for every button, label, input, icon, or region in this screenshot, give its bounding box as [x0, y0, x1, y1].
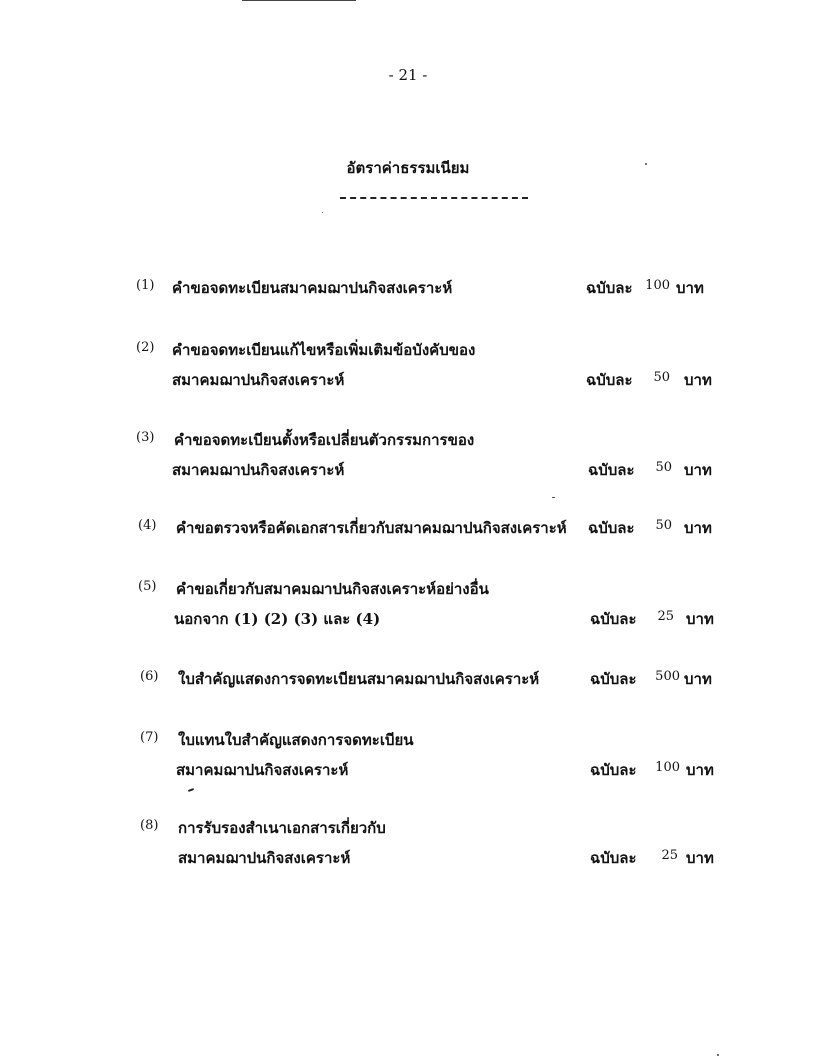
- item-description: ใบแทนใบสำคัญแสดงการจดทะเบียน: [178, 731, 414, 749]
- item-description-line-2: สมาคมฌาปนกิจสงเคราะห์: [176, 761, 349, 779]
- item-per-copy: ฉบับละ: [588, 519, 635, 537]
- item-amount: 25: [661, 848, 678, 863]
- item-amount: 50: [655, 518, 672, 533]
- item-description: คำขอจดทะเบียนแก้ไขหรือเพิ่มเติมข้อบังคับของ: [172, 341, 476, 359]
- scan-speck: [552, 497, 555, 498]
- item-unit: บาท: [686, 610, 714, 628]
- item-number: (2): [136, 340, 155, 355]
- item-description-line-2: นอกจาก (1) (2) (3) และ (4): [174, 610, 381, 628]
- item-number: (5): [138, 579, 157, 594]
- scan-speck: [188, 788, 194, 792]
- item-amount: 25: [657, 609, 674, 624]
- item-per-copy: ฉบับละ: [590, 849, 637, 867]
- item-unit: บาท: [684, 371, 712, 389]
- item-amount: 50: [653, 370, 670, 385]
- scan-speck: [322, 212, 323, 213]
- item-amount: 50: [655, 460, 672, 475]
- item-per-copy: ฉบับละ: [590, 761, 637, 779]
- item-per-copy: ฉบับละ: [590, 670, 637, 688]
- item-per-copy: ฉบับละ: [586, 371, 633, 389]
- item-unit: บาท: [686, 761, 714, 779]
- item-amount: 100: [645, 278, 670, 293]
- scan-speck: [717, 1054, 719, 1056]
- item-unit: บาท: [676, 279, 704, 297]
- item-description: คำขอตรวจหรือคัดเอกสารเกี่ยวกับสมาคมฌาปนกิจสงเคราะห์: [176, 519, 567, 537]
- item-unit: บาท: [684, 519, 712, 537]
- item-description-line-2: สมาคมฌาปนกิจสงเคราะห์: [172, 461, 345, 479]
- item-description: คำขอเกี่ยวกับสมาคมฌาปนกิจสงเคราะห์อย่างอื่น: [176, 580, 489, 598]
- page-title: อัตราค่าธรรมเนียม: [346, 159, 470, 177]
- page-number: - 21 -: [388, 66, 428, 84]
- item-amount: 500: [655, 669, 680, 684]
- item-number: (1): [136, 278, 155, 293]
- item-per-copy: ฉบับละ: [588, 461, 635, 479]
- item-description: การรับรองสำเนาเอกสารเกี่ยวกับ: [178, 819, 386, 837]
- item-per-copy: ฉบับละ: [590, 610, 637, 628]
- item-description-line-2: สมาคมฌาปนกิจสงเคราะห์: [172, 371, 345, 389]
- item-description-line-2: สมาคมฌาปนกิจสงเคราะห์: [178, 849, 351, 867]
- item-amount: 100: [655, 760, 680, 775]
- title-underline: [340, 197, 528, 199]
- item-description: คำขอจดทะเบียนสมาคมฌาปนกิจสงเคราะห์: [172, 279, 453, 297]
- scan-speck: [645, 163, 647, 165]
- item-number: (6): [140, 669, 159, 684]
- item-description: คำขอจดทะเบียนตั้งหรือเปลี่ยนตัวกรรมการของ: [174, 431, 475, 449]
- item-unit: บาท: [686, 849, 714, 867]
- item-number: (8): [140, 818, 159, 833]
- item-description: ใบสำคัญแสดงการจดทะเบียนสมาคมฌาปนกิจสงเคราะห์: [178, 670, 540, 688]
- item-number: (4): [138, 518, 157, 533]
- item-number: (7): [140, 730, 159, 745]
- item-unit: บาท: [684, 670, 712, 688]
- item-unit: บาท: [684, 461, 712, 479]
- item-number: (3): [136, 430, 155, 445]
- item-per-copy: ฉบับละ: [586, 279, 633, 297]
- top-edge-rule: [242, 0, 356, 1]
